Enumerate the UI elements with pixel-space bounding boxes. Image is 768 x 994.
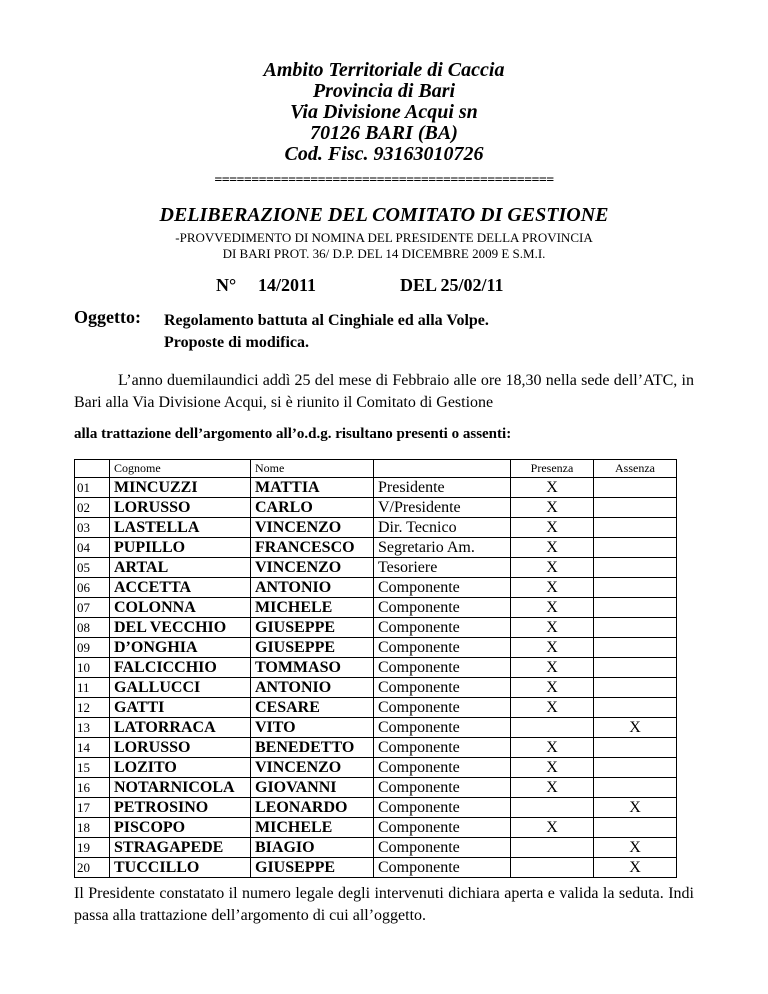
row-number: 04 bbox=[75, 538, 110, 558]
row-absence bbox=[594, 738, 677, 758]
row-name: MICHELE bbox=[251, 598, 374, 618]
row-presence: X bbox=[511, 478, 594, 498]
row-number: 06 bbox=[75, 578, 110, 598]
row-presence: X bbox=[511, 578, 594, 598]
row-surname: MINCUZZI bbox=[110, 478, 251, 498]
row-presence: X bbox=[511, 758, 594, 778]
row-role: Componente bbox=[374, 678, 511, 698]
row-role: Componente bbox=[374, 758, 511, 778]
row-role: Componente bbox=[374, 598, 511, 618]
subject-line-2: Proposte di modifica. bbox=[164, 334, 310, 351]
row-presence: X bbox=[511, 618, 594, 638]
letterhead-line-fiscal-code: Cod. Fisc. 93163010726 bbox=[284, 143, 484, 165]
row-absence bbox=[594, 478, 677, 498]
row-absence bbox=[594, 678, 677, 698]
number-label: N° bbox=[216, 275, 237, 295]
letterhead-line-city: 70126 BARI (BA) bbox=[310, 122, 458, 144]
letterhead-line-org: Ambito Territoriale di Caccia bbox=[263, 59, 505, 81]
row-surname: NOTARNICOLA bbox=[110, 778, 251, 798]
meeting-paragraph: L’anno duemilaundici addì 25 del mese di Febbraio alle ore 18,30 nella sede dell’ATC, in Bari alla Via Divisione Acqui, si è riunito il Comitato di Gestione bbox=[74, 372, 694, 411]
row-role: Componente bbox=[374, 838, 511, 858]
row-absence bbox=[594, 778, 677, 798]
row-number: 12 bbox=[75, 698, 110, 718]
subject-label: Oggetto: bbox=[74, 307, 141, 327]
row-name: GIOVANNI bbox=[251, 778, 374, 798]
table-header-row bbox=[75, 460, 677, 478]
row-role: Presidente bbox=[374, 478, 511, 498]
subject-line-1: Regolamento battuta al Cinghiale ed alla Volpe. bbox=[164, 312, 489, 329]
table-row bbox=[75, 638, 677, 658]
row-role: Componente bbox=[374, 718, 511, 738]
table-row bbox=[75, 498, 677, 518]
table-row bbox=[75, 658, 677, 678]
table-row bbox=[75, 718, 677, 738]
number-date: DEL 25/02/11 bbox=[400, 275, 504, 295]
row-role: Dir. Tecnico bbox=[374, 518, 511, 538]
table-row bbox=[75, 518, 677, 538]
row-number: 09 bbox=[75, 638, 110, 658]
table-row bbox=[75, 838, 677, 858]
row-role: Segretario Am. bbox=[374, 538, 511, 558]
row-surname: LATORRACA bbox=[110, 718, 251, 738]
row-number: 15 bbox=[75, 758, 110, 778]
attendance-intro: alla trattazione dell’argomento all’o.d.g. risultano presenti o assenti: bbox=[74, 426, 512, 442]
row-absence bbox=[594, 618, 677, 638]
row-absence bbox=[594, 498, 677, 518]
header-role bbox=[374, 460, 511, 478]
row-number: 20 bbox=[75, 858, 110, 878]
row-name: CESARE bbox=[251, 698, 374, 718]
row-surname: PISCOPO bbox=[110, 818, 251, 838]
letterhead bbox=[0, 60, 768, 165]
row-role: Componente bbox=[374, 618, 511, 638]
row-surname: LASTELLA bbox=[110, 518, 251, 538]
table-row bbox=[75, 538, 677, 558]
row-number: 01 bbox=[75, 478, 110, 498]
row-presence: X bbox=[511, 778, 594, 798]
row-name: GIUSEPPE bbox=[251, 858, 374, 878]
row-presence: X bbox=[511, 818, 594, 838]
row-surname: TUCCILLO bbox=[110, 858, 251, 878]
row-presence: X bbox=[511, 598, 594, 618]
row-name: VINCENZO bbox=[251, 518, 374, 538]
row-presence: X bbox=[511, 738, 594, 758]
row-name: ANTONIO bbox=[251, 578, 374, 598]
row-number: 05 bbox=[75, 558, 110, 578]
attendance-table bbox=[74, 459, 677, 878]
row-absence bbox=[594, 638, 677, 658]
row-surname: GATTI bbox=[110, 698, 251, 718]
row-role: Componente bbox=[374, 778, 511, 798]
table-row bbox=[75, 558, 677, 578]
table-row bbox=[75, 818, 677, 838]
subject-text bbox=[164, 310, 489, 354]
row-number: 19 bbox=[75, 838, 110, 858]
row-role: Componente bbox=[374, 818, 511, 838]
row-name: GIUSEPPE bbox=[251, 638, 374, 658]
row-name: BENEDETTO bbox=[251, 738, 374, 758]
row-name: MATTIA bbox=[251, 478, 374, 498]
row-absence bbox=[594, 658, 677, 678]
row-presence: X bbox=[511, 558, 594, 578]
row-role: Componente bbox=[374, 658, 511, 678]
row-presence: X bbox=[511, 538, 594, 558]
provvedimento-note bbox=[0, 230, 768, 262]
row-role: Componente bbox=[374, 638, 511, 658]
header-name: Nome bbox=[251, 460, 374, 478]
closing-paragraph: Il Presidente constatato il numero legale degli intervenuti dichiara aperta e valida la seduta. Indi passa alla trattazione dell’argomento di cui all’oggetto. bbox=[74, 885, 694, 924]
row-absence bbox=[594, 558, 677, 578]
row-number: 08 bbox=[75, 618, 110, 638]
row-name: VINCENZO bbox=[251, 558, 374, 578]
row-surname: FALCICCHIO bbox=[110, 658, 251, 678]
row-surname: LORUSSO bbox=[110, 498, 251, 518]
row-surname: COLONNA bbox=[110, 598, 251, 618]
letterhead-line-address: Via Divisione Acqui sn bbox=[290, 101, 478, 123]
row-name: FRANCESCO bbox=[251, 538, 374, 558]
row-presence: X bbox=[511, 658, 594, 678]
row-absence: X bbox=[594, 838, 677, 858]
row-absence bbox=[594, 538, 677, 558]
row-role: Componente bbox=[374, 738, 511, 758]
row-surname: PETROSINO bbox=[110, 798, 251, 818]
row-number: 07 bbox=[75, 598, 110, 618]
row-surname: LOZITO bbox=[110, 758, 251, 778]
row-presence: X bbox=[511, 518, 594, 538]
table-row bbox=[75, 478, 677, 498]
row-surname: ACCETTA bbox=[110, 578, 251, 598]
number-value: 14/2011 bbox=[258, 275, 317, 295]
row-absence bbox=[594, 578, 677, 598]
header-number bbox=[75, 460, 110, 478]
row-absence bbox=[594, 698, 677, 718]
row-number: 10 bbox=[75, 658, 110, 678]
row-name: VITO bbox=[251, 718, 374, 738]
row-presence bbox=[511, 858, 594, 878]
row-name: VINCENZO bbox=[251, 758, 374, 778]
row-number: 16 bbox=[75, 778, 110, 798]
header-surname: Cognome bbox=[110, 460, 251, 478]
row-surname: DEL VECCHIO bbox=[110, 618, 251, 638]
table-row bbox=[75, 778, 677, 798]
table-row bbox=[75, 738, 677, 758]
letterhead-line-province: Provincia di Bari bbox=[312, 80, 456, 102]
row-presence bbox=[511, 838, 594, 858]
document-title: DELIBERAZIONE DEL COMITATO DI GESTIONE bbox=[159, 204, 609, 226]
row-surname: STRAGAPEDE bbox=[110, 838, 251, 858]
row-number: 02 bbox=[75, 498, 110, 518]
row-role: Componente bbox=[374, 578, 511, 598]
row-number: 18 bbox=[75, 818, 110, 838]
row-name: TOMMASO bbox=[251, 658, 374, 678]
row-role: Componente bbox=[374, 798, 511, 818]
table-row bbox=[75, 678, 677, 698]
table-row bbox=[75, 698, 677, 718]
row-role: Componente bbox=[374, 698, 511, 718]
row-name: LEONARDO bbox=[251, 798, 374, 818]
row-name: MICHELE bbox=[251, 818, 374, 838]
header-separator: ============================================== bbox=[214, 173, 554, 188]
row-absence bbox=[594, 818, 677, 838]
row-presence bbox=[511, 718, 594, 738]
row-name: CARLO bbox=[251, 498, 374, 518]
header-absence: Assenza bbox=[594, 460, 677, 478]
row-number: 13 bbox=[75, 718, 110, 738]
row-surname: GALLUCCI bbox=[110, 678, 251, 698]
table-row bbox=[75, 578, 677, 598]
row-absence: X bbox=[594, 858, 677, 878]
row-absence bbox=[594, 598, 677, 618]
header-presence: Presenza bbox=[511, 460, 594, 478]
row-number: 17 bbox=[75, 798, 110, 818]
row-surname: ARTAL bbox=[110, 558, 251, 578]
row-surname: LORUSSO bbox=[110, 738, 251, 758]
row-presence: X bbox=[511, 678, 594, 698]
row-number: 14 bbox=[75, 738, 110, 758]
provvedimento-line-1: -PROVVEDIMENTO DI NOMINA DEL PRESIDENTE DELLA PROVINCIA bbox=[175, 230, 593, 245]
table-row bbox=[75, 618, 677, 638]
row-presence: X bbox=[511, 498, 594, 518]
row-surname: D’ONGHIA bbox=[110, 638, 251, 658]
table-row bbox=[75, 758, 677, 778]
row-absence bbox=[594, 758, 677, 778]
row-presence: X bbox=[511, 638, 594, 658]
table-row bbox=[75, 858, 677, 878]
row-role: V/Presidente bbox=[374, 498, 511, 518]
row-name: GIUSEPPE bbox=[251, 618, 374, 638]
row-presence bbox=[511, 798, 594, 818]
row-number: 11 bbox=[75, 678, 110, 698]
row-absence: X bbox=[594, 718, 677, 738]
table-row bbox=[75, 598, 677, 618]
row-surname: PUPILLO bbox=[110, 538, 251, 558]
row-role: Componente bbox=[374, 858, 511, 878]
provvedimento-line-2: DI BARI PROT. 36/ D.P. DEL 14 DICEMBRE 2009 E S.M.I. bbox=[222, 246, 546, 261]
row-name: BIAGIO bbox=[251, 838, 374, 858]
row-role: Tesoriere bbox=[374, 558, 511, 578]
row-absence bbox=[594, 518, 677, 538]
row-presence: X bbox=[511, 698, 594, 718]
row-name: ANTONIO bbox=[251, 678, 374, 698]
table-row bbox=[75, 798, 677, 818]
row-number: 03 bbox=[75, 518, 110, 538]
row-absence: X bbox=[594, 798, 677, 818]
